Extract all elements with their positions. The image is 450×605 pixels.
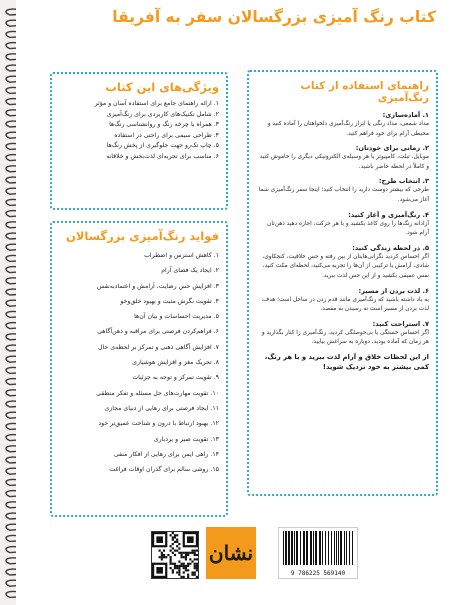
list-item: ۶. فراهم‌کردن فرصتی برای مراقبه و ذهن‌آگاهی: [97, 328, 219, 336]
list-item: ۱۰. تقویت مهارت‌های حل مسئله و تفکر منطقی: [96, 389, 219, 397]
guide-section-title: ۵. در لحظه زندگی کنید:: [352, 243, 429, 252]
guide-section-body: به یاد داشته باشید که رنگ‌آمیزی مانند قدم زدن در ساحل است؛ هدف، لذت بردن از مسیر است نه رسیدن به مقصد.: [261, 296, 429, 313]
list-item: ۳. افزایش حس رضایت، آرامش و اعتماد‌به‌نفس: [96, 282, 219, 290]
list-item: ۵. چاپ تک‌رو جهت جلوگیری از پخش رنگ‌ها: [106, 142, 219, 150]
guide-section-title: ۲. زمانی برای خودتان:: [355, 144, 429, 153]
guide-section-title: ۷. استراحت کنید:: [372, 319, 429, 328]
usage-guide-sections: [256, 110, 429, 348]
list-item: ۱۴. راهی ایمن برای رهایی از افکار منفی: [113, 450, 219, 458]
guide-section-body: اگر احساس کردید نگرانی‌هایتان از بین رفته و حس خلاقیت، کنجکاوی، شادی، آرامش یا ترکیبی از آن‌ها را تجربه می‌کنید، لحظه‌ای مکث کنید، نفس عمیقی بکشید و از این حس لذت ببرید.: [262, 253, 429, 279]
list-item: ۴. تقویت نگرش مثبت و بهبود خلق‌وخو: [120, 297, 219, 305]
list-item: ۱۱. ایجاد فرصتی برای رهایی از دنیای مجازی: [104, 404, 219, 412]
guide-section-title: ۱. آماده‌سازی:: [382, 111, 429, 119]
guide-section-body: آزادانه رنگ‌ها را روی کاغذ بکشید و با هر حرکت، اجازه دهید ذهن‌تان آرام شود.: [267, 220, 429, 237]
publisher-logo: نشان: [206, 527, 256, 579]
list-item: ۳. همراه با چرخه رنگ و روانشناسی رنگ‌ها: [109, 121, 219, 129]
list-item: ۱۲. بهبود ارتباط با درون و شناخت عمیق‌تر خود: [98, 420, 219, 428]
guide-section: [256, 176, 429, 205]
list-item: ۲. ایجاد یک فضای آرام: [161, 267, 219, 275]
guide-section-title: ۶. لذت بردن از مسیر:: [358, 286, 429, 295]
list-item: ۱. ارائه راهنمای جامع برای استفاده آسان و مؤثر: [94, 100, 219, 107]
guide-closing-note: از این لحظات خلاق و آرام لذت ببرید و با هر رنگ، کمی بیشتر به خود نزدیک شوید!: [264, 352, 429, 371]
list-item: ۶. مناسب برای تجربه‌ای لذت‌بخش و خلاقانه: [106, 152, 219, 160]
guide-section-body: اگر احساس خستگی یا بی‌حوصلگی کردید، رنگ‌آمیزی را کنار بگذارید و هر زمان که آماده بودید، دوباره به سراغش بیایید.: [261, 329, 429, 346]
list-item: ۱۳. تقویت صبر و بردباری: [153, 435, 219, 443]
page-title: کتاب رنگ آمیزی بزرگسالان سفر به آفریقا: [112, 8, 436, 26]
guide-section-title: ۳. انتخاب طرح:: [378, 177, 429, 186]
back-cover-page: [16, 0, 450, 605]
guide-section: [256, 210, 429, 239]
list-item: ۱. کاهش استرس و اضطراب: [144, 252, 219, 259]
list-item: ۵. مدیریت احساسات و بیان آن‌ها: [134, 313, 219, 321]
list-item: ۴. طراحی سیمی برای راحتی در استفاده: [114, 131, 219, 139]
benefits-list: [59, 248, 219, 477]
usage-guide-heading: راهنمای استفاده از کتاب رنگ‌آمیزی: [300, 80, 429, 104]
benefits-box: [50, 221, 228, 517]
qr-code[interactable]: [151, 531, 199, 579]
guide-section: [256, 319, 429, 348]
list-item: ۱۵. روشی سالم برای گذران اوقات فراغت: [109, 466, 219, 474]
guide-section-body: مداد شمعی، مداد رنگی یا ابزار رنگ‌آمیزی دلخواهتان را آماده کنید و محیطی آرام برای خود فراهم کنید.: [267, 121, 429, 137]
guide-section: [256, 110, 429, 139]
benefits-heading: فواید رنگ‌آمیزی بزرگسالان: [66, 229, 219, 243]
guide-section: [256, 143, 429, 172]
isbn-barcode: [278, 527, 358, 579]
features-list: [59, 99, 219, 163]
guide-section-body: طرحی که بیشتر دوست دارید را انتخاب کنید؛ اینجا سفر رنگ‌آمیزی شما آغاز می‌شود.: [258, 187, 429, 203]
guide-section-title: ۴. رنگ‌آمیزی و آغاز کنید:: [348, 210, 429, 219]
list-item: ۷. افزایش آگاهی ذهنی و تمرکز بر لحظه‌ی حال: [98, 343, 219, 351]
guide-section-body: موبایل، تبلت، کامپیوتر یا هر وسیله‌ی الکترونیکی دیگری را خاموش کنید و کاملاً در لحظه حاضر باشید.: [259, 154, 429, 170]
usage-guide-box: [247, 70, 438, 496]
features-box: [50, 72, 228, 210]
guide-section: [256, 286, 429, 315]
isbn-number: 9 786225 569140: [290, 570, 346, 577]
list-item: ۹. تقویت تمرکز و توجه به جزئیات: [132, 374, 219, 382]
guide-section: [256, 243, 429, 282]
barcode-bars: [279, 528, 357, 568]
list-item: ۲. شامل تکنیک‌های کاربردی برای رنگ‌آمیزی: [106, 110, 219, 118]
list-item: ۸. تحریک مغز و افزایش هوشیاری: [132, 359, 219, 367]
features-heading: ویژگی‌های این کتاب: [105, 80, 219, 94]
